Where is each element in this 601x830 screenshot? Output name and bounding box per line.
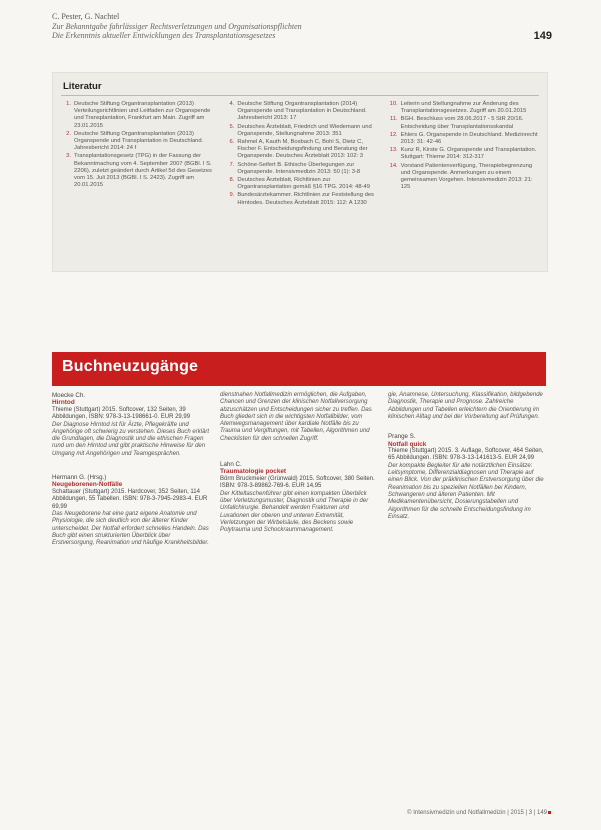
book-description: Der Kitteltaschenführer gibt einen kompakten Überblick über Verletzungsmuster, Diagnostik und Therapie in der Unfallchirurgie. Behandelt werden Frakturen und Luxationen der oberen und unteren Extremität, Verletzungen der Wirbelsäule, des Beckens sowie Polytrauma und Schockraummanagement.	[220, 490, 369, 534]
reference-number: 14.	[389, 162, 398, 169]
reference-number: 5.	[229, 123, 235, 130]
reference-list	[61, 101, 539, 265]
literature-divider	[61, 95, 539, 96]
book-description: Der kompakte Begleiter für alle notärztlichen Einsätze: Leitsymptome, Differenzialdiagnosen und Therapie auf einen Blick. Von der präklinischen Erstversorgung über die Reanimation bis zu speziellen Notfällen bei Kindern, Schwangeren und älteren Patienten. Mit Medikamentenübersicht, Dosierungstabellen und Algorithmen für die schnelle Entscheidungsfindung im Einsatz.	[388, 462, 544, 520]
reference-text: Deutsches Ärzteblatt, Friedrich und Wiedemann und Organspende, Stellungnahme 2013: 351	[237, 123, 372, 137]
page-number: 149	[533, 30, 552, 42]
reference-item	[61, 153, 212, 189]
reference-number: 4.	[229, 101, 235, 107]
reference-item	[224, 124, 375, 138]
footer-marker	[548, 811, 551, 814]
book-column-3	[388, 392, 546, 527]
book-author: Lahn C.	[220, 461, 242, 469]
reference-text: Leiterin und Stellungnahme zur Änderung des Transplantationsgesetzes. Zugriff am 20.01.2015	[400, 101, 527, 115]
book-publication: Thieme (Stuttgart) 2015. Softcover, 132 Seiten, 39 Abbildungen, ISBN: 978-3-13-198661-0. EUR 29,99	[52, 407, 191, 421]
page-footer: © Intensivmedizin und Notfallmedizin | 2015 | 3 | 149	[407, 810, 547, 816]
header-line1: Zur Bekanntgabe fahrlässiger Rechtsverletzungen und Organisationspflichten	[52, 21, 302, 31]
book-author: Prange S.	[388, 433, 416, 441]
reference-text: Bundesärztekammer. Richtlinien zur Feststellung des Hirntodes. Deutsches Ärzteblatt 2015: 112: A 1230	[237, 192, 374, 206]
reference-text: Rahmel A, Kauth M, Bosbach C, Bohl S, Dietz C, Fischer F. Entscheidungsfindung und Beratung der Organspende. Deutsches Ärzteblatt 2013: 102: 3	[237, 139, 368, 160]
reference-text: Transplantationsgesetz (TPG) in der Fassung der Bekanntmachung vom 4. September 2007 (BGBl. I S. 2206), zuletzt geändert durch Artikel 5d des Gesetzes vom 15. Juli 2013 (BGBl. I S. 2423). Zugriff am 20.01.2015	[74, 153, 212, 189]
reference-number: 7.	[229, 161, 235, 168]
reference-item	[224, 139, 375, 161]
reference-item	[388, 101, 539, 115]
reference-number: 9.	[229, 192, 235, 199]
book-column-1	[52, 392, 210, 553]
book-entry	[52, 474, 210, 547]
reference-item	[224, 177, 375, 191]
book-author: Hermann G. (Hrsg.)	[52, 474, 107, 482]
book-description-continued: dienstnahen Notfallmedizin ermöglichen, die Aufgaben, Chancen und Grenzen der klinischen Notfallversorgung abzuschätzen und Entscheidungen sicher zu treffen. Das Buch gliedert sich in die wichtigsten Notfallbilder, vom Atemwegsmanagement über kardiale Notfälle bis zu Trauma und Vergiftungen, mit Tabellen, Algorithmen und Checklisten für den schnellen Zugriff.	[220, 392, 372, 442]
book-column-2	[220, 392, 378, 540]
book-entry	[388, 433, 546, 521]
literature-heading: Literatur	[63, 81, 102, 92]
reference-text: Deutsche Stiftung Organtransplantation (2014) Organspende und Transplantation in Deutschland. Jahresbericht 2013: 17	[237, 101, 367, 122]
reference-item	[224, 101, 375, 123]
reference-text: Schöne-Seifert B. Ethische Überlegungen zur Organspende. Intensivmedizin 2013: 50 (1): 3-8	[237, 161, 361, 175]
reference-item	[388, 147, 539, 161]
book-publication: Schattauer (Stuttgart) 2015. Hardcover, 352 Seiten, 114 Abbildungen, 55 Tabellen. ISBN: 978-3-7945-2983-4. EUR 69,99	[52, 489, 208, 510]
book-title: Hirntod	[52, 399, 75, 407]
section-banner	[52, 352, 546, 386]
reference-text: Deutsche Stiftung Organtransplantation (2013) Verteilungsrichtlinien und Leitfaden zur Organspende und Transplantation, Frankfurt am Main. Zugriff am 23.01.2015	[74, 101, 211, 129]
reference-number: 11.	[390, 116, 398, 123]
book-entry	[52, 392, 210, 458]
reference-item	[224, 162, 375, 176]
reference-number: 6.	[229, 139, 235, 146]
book-title: Notfall quick	[388, 440, 427, 448]
reference-number: 12.	[389, 131, 398, 138]
reference-number: 8.	[229, 177, 235, 184]
reference-item	[61, 101, 212, 130]
reference-item	[388, 163, 539, 192]
reference-item	[224, 192, 375, 206]
reference-number: 10.	[389, 101, 398, 107]
reference-text: BGH. Beschluss vom 28.06.2017 - 5 StR 20/16. Entscheidung über Transplantationsskandal	[400, 116, 524, 130]
section-title: Buchneuzugänge	[62, 358, 199, 375]
literature-box	[52, 72, 548, 272]
reference-number: 3.	[66, 153, 71, 160]
reference-text: Deutsches Ärzteblatt, Richtlinien zur Organtransplantation gemäß §16 TPG. 2014: 48-49	[237, 177, 370, 191]
book-entry-continued	[220, 392, 378, 443]
reference-item	[388, 132, 539, 146]
running-header	[52, 12, 552, 56]
book-description: Der Diagnose Hirntod ist für Ärzte, Pflegekräfte und Angehörige oft schwierig zu verstehen. Dieses Buch erklärt die Grundlagen, die Diagnostik und die ethischen Fragen rund um den Hirntod und gibt praktische Hinweise für den Umgang mit Angehörigen und Teamgesprächen.	[52, 421, 210, 457]
book-publication: Börm Bruckmeier (Grünwald) 2015. Softcover, 380 Seiten. ISBN: 978-3-89862-769-6. EUR 14,95	[220, 476, 375, 490]
book-entry-continued	[388, 392, 546, 421]
reference-item	[61, 131, 212, 153]
reference-item	[388, 116, 539, 130]
reference-number: 1.	[66, 101, 71, 107]
book-author: Moecke Ch.	[52, 392, 86, 399]
book-title: Traumatologie pocket	[220, 468, 287, 476]
reference-text: Deutsche Stiftung Organtransplantation (2013) Organspende und Transplantation in Deutschland. Jahresbericht 2014: 24 f	[74, 130, 204, 152]
book-description: Das Neugeborene hat eine ganz eigene Anatomie und Physiologie, die sich deutlich von der älterer Kinder unterscheidet. Der Notfall erfordert schnelles Handeln. Das Buch gibt einen strukturierten Überblick über Erstversorgung, Reanimation und häufige Krankheitsbilder.	[52, 510, 209, 547]
reference-number: 2.	[66, 130, 71, 137]
reference-number: 13.	[389, 147, 398, 154]
book-entry	[220, 461, 378, 534]
book-description-continued: gie, Anamnese, Untersuchung, Klassifikation, bildgebende Diagnostik, Therapie und Prognose. Zahlreiche Abbildungen und Tabellen erleichtern die Orientierung im klinischen Alltag und bei der Vorbereitung auf Prüfungen.	[388, 392, 543, 420]
reference-text: Ehlers G. Organspende in Deutschland. Medizinrecht 2013: 31: 42-46	[400, 131, 538, 146]
header-authors: C. Pester, G. Nachtel	[52, 12, 120, 21]
reference-text: Vorstand Patientenverfügung, Therapiebegrenzung und Organspende. Anmerkungen zu einem gemeinsamen Vorgehen. Intensivmedizin 2013: 21: 125	[400, 162, 533, 191]
header-line2: Die Erkenntnis aktueller Entwicklungen des Transplantationsgesetzes	[52, 31, 276, 40]
book-publication: Thieme (Stuttgart) 2015. 3. Auflage, Softcover, 464 Seiten, 65 Abbildungen. ISBN: 978-3-13-141613-5. EUR 24,99	[388, 448, 544, 462]
book-title: Neugeborenen-Notfälle	[52, 481, 123, 489]
reference-text: Kunz R, Kirste G. Organspende und Transplantation. Stuttgart: Thieme 2014: 312-317	[400, 147, 537, 161]
